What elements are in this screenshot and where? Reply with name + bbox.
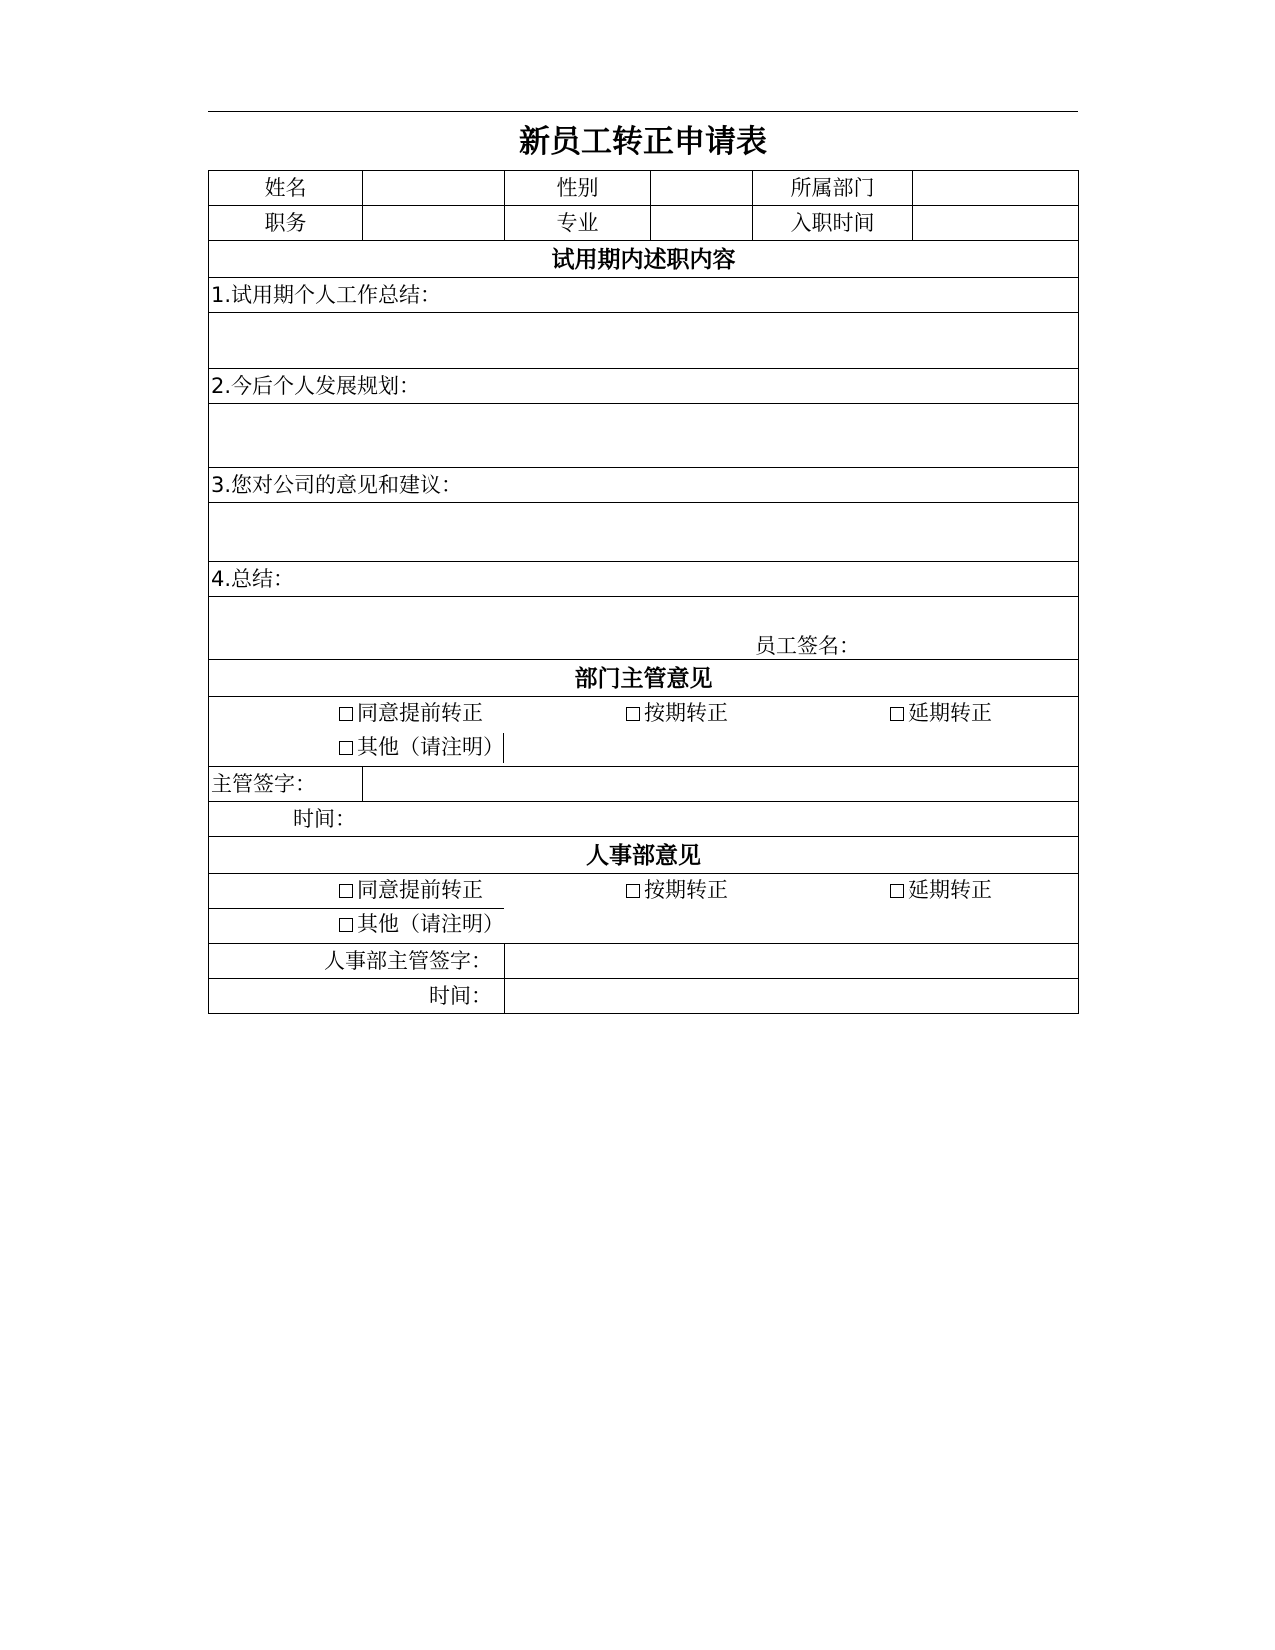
hr-option-other[interactable] [339,914,504,935]
hr-signature-field[interactable] [505,944,1079,979]
info-row-2 [209,206,1079,241]
probation-form-table [208,170,1079,1014]
gender-label: 性别 [505,171,651,206]
position-label: 职务 [209,206,363,241]
major-label: 专业 [505,206,651,241]
name-field[interactable] [363,171,505,206]
checkbox-icon[interactable] [339,884,353,898]
report-section-title: 试用期内述职内容 [209,241,1079,278]
option-label: 其他（请注明） [357,912,504,936]
q1-answer-area[interactable] [209,313,1079,369]
hr-time-label: 时间： [209,979,505,1014]
cell-divider [209,908,504,909]
option-label: 同意提前转正 [357,878,483,902]
hr-time-field[interactable] [505,979,1079,1014]
option-label: 按期转正 [644,878,728,902]
q2-label: 2.今后个人发展规划： [209,369,1079,404]
supervisor-section-title: 部门主管意见 [209,660,1079,697]
option-label: 按期转正 [644,701,728,725]
checkbox-icon[interactable] [890,707,904,721]
gender-field[interactable] [651,171,753,206]
supervisor-signature-field[interactable] [363,767,1079,802]
q3-answer-area[interactable] [209,503,1079,562]
cell-divider [503,733,504,763]
hr-option-delay[interactable] [890,880,992,901]
option-label: 延期转正 [908,878,992,902]
form-title: 新员工转正申请表 [519,124,767,160]
hr-options [209,874,1079,944]
q3-label: 3.您对公司的意见和建议： [209,468,1079,503]
hire-date-label: 入职时间 [753,206,913,241]
supervisor-signature-label: 主管签字： [209,767,363,802]
hr-option-early[interactable] [339,880,483,901]
checkbox-icon[interactable] [626,707,640,721]
top-rule [208,111,1078,112]
hire-date-field[interactable] [913,206,1079,241]
dept-label: 所属部门 [753,171,913,206]
option-label: 其他（请注明） [357,735,504,759]
supervisor-option-other[interactable] [339,737,504,758]
q2-answer-area[interactable] [209,404,1079,468]
q4-answer-area[interactable] [209,597,1079,660]
checkbox-icon[interactable] [890,884,904,898]
position-field[interactable] [363,206,505,241]
dept-field[interactable] [913,171,1079,206]
supervisor-option-early[interactable] [339,703,483,724]
hr-section-title: 人事部意见 [209,837,1079,874]
employee-signature-label: 员工签名： [755,634,860,658]
supervisor-option-delay[interactable] [890,703,992,724]
q1-label: 1.试用期个人工作总结： [209,278,1079,313]
option-label: 延期转正 [908,701,992,725]
checkbox-icon[interactable] [339,918,353,932]
name-label: 姓名 [209,171,363,206]
option-label: 同意提前转正 [357,701,483,725]
supervisor-option-ontime[interactable] [626,703,728,724]
hr-signature-label: 人事部主管签字： [209,944,505,979]
checkbox-icon[interactable] [626,884,640,898]
info-row-1 [209,171,1079,206]
hr-option-ontime[interactable] [626,880,728,901]
q4-label: 4.总结： [209,562,1079,597]
checkbox-icon[interactable] [339,741,353,755]
major-field[interactable] [651,206,753,241]
checkbox-icon[interactable] [339,707,353,721]
supervisor-options [209,697,1079,767]
supervisor-time-label: 时间： [209,802,1079,837]
